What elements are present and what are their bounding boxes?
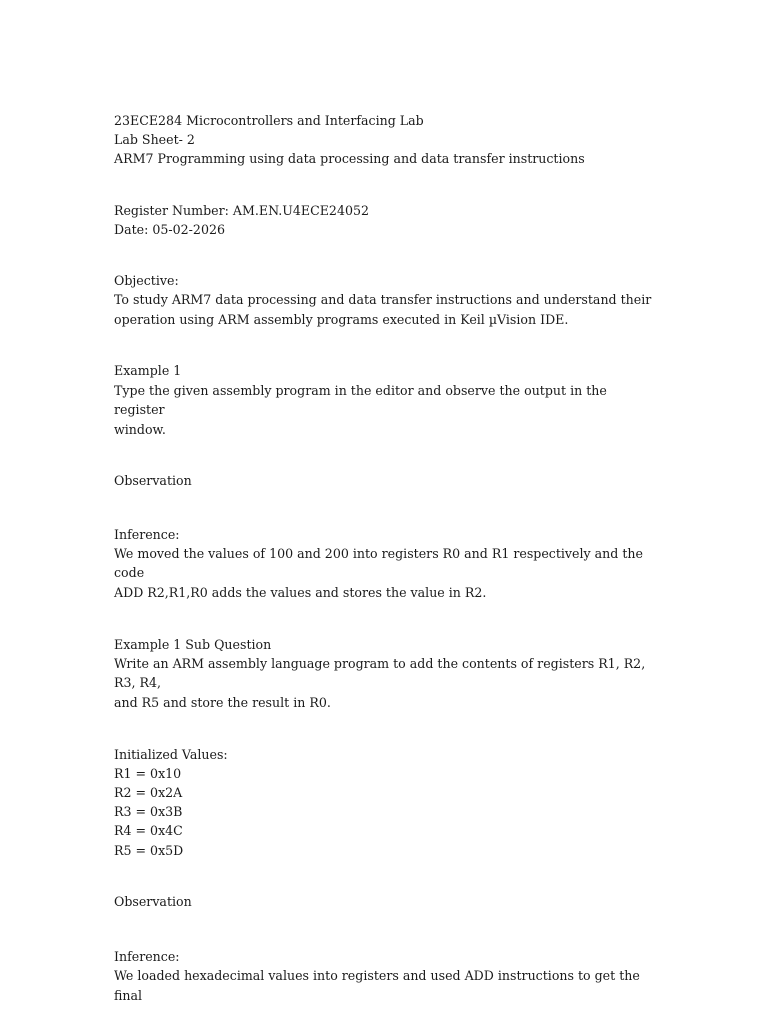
lab-topic: ARM7 Programming using data processing and data transfer instructions (114, 151, 585, 167)
register-value-r2: R2 = 0x2A (114, 784, 183, 800)
sub-question-inference (114, 947, 654, 1005)
register-value-r1: R1 = 0x10 (114, 765, 182, 781)
register-value-r4: R4 = 0x4C (114, 823, 183, 839)
sub-question-inference-heading: Inference: (114, 948, 180, 964)
register-number: Register Number: AM.EN.U4ECE24052 (114, 202, 369, 218)
objective-text-line-1: To study ARM7 data processing and data transfer instructions and understand their (114, 292, 652, 308)
example-1-inference (114, 525, 654, 603)
example-1-section (114, 361, 654, 439)
example-1-sub-question-section (114, 635, 654, 713)
lab-date: Date: 05-02-2026 (114, 221, 225, 237)
sub-question-heading: Example 1 Sub Question (114, 636, 272, 652)
document-page (114, 111, 654, 1005)
example-1-observation-heading: Observation (114, 473, 192, 489)
objective-text-line-2: operation using ARM assembly programs executed in Keil µVision IDE. (114, 311, 569, 327)
lab-sheet-number: Lab Sheet- 2 (114, 132, 195, 148)
register-value-r5: R5 = 0x5D (114, 842, 184, 858)
example-1-heading: Example 1 (114, 363, 182, 379)
course-title: 23ECE284 Microcontrollers and Interfacing Lab (114, 113, 424, 128)
example-1-text-line-1: Type the given assembly program in the editor and observe the output in the register (114, 382, 607, 418)
register-value-r3: R3 = 0x3B (114, 804, 183, 820)
example-1-inference-line-2: ADD R2,R1,R0 adds the values and stores the value in R2. (114, 584, 487, 600)
example-1-text-line-2: window. (114, 421, 166, 437)
example-1-inference-heading: Inference: (114, 526, 180, 542)
objective-section (114, 271, 654, 329)
initialized-values-heading: Initialized Values: (114, 746, 228, 762)
sub-question-text-line-2: and R5 and store the result in R0. (114, 694, 331, 710)
student-info (114, 201, 654, 239)
example-1-inference-line-1: We moved the values of 100 and 200 into registers R0 and R1 respectively and the code (114, 545, 643, 581)
sub-question-inference-line-1: We loaded hexadecimal values into registers and used ADD instructions to get the final (114, 968, 640, 1003)
sub-question-observation-heading: Observation (114, 893, 192, 909)
initialized-values (114, 745, 654, 860)
document-header (114, 111, 654, 169)
objective-heading: Objective: (114, 273, 179, 289)
sub-question-text-line-1: Write an ARM assembly language program to add the contents of registers R1, R2, R3, R4, (114, 655, 646, 691)
